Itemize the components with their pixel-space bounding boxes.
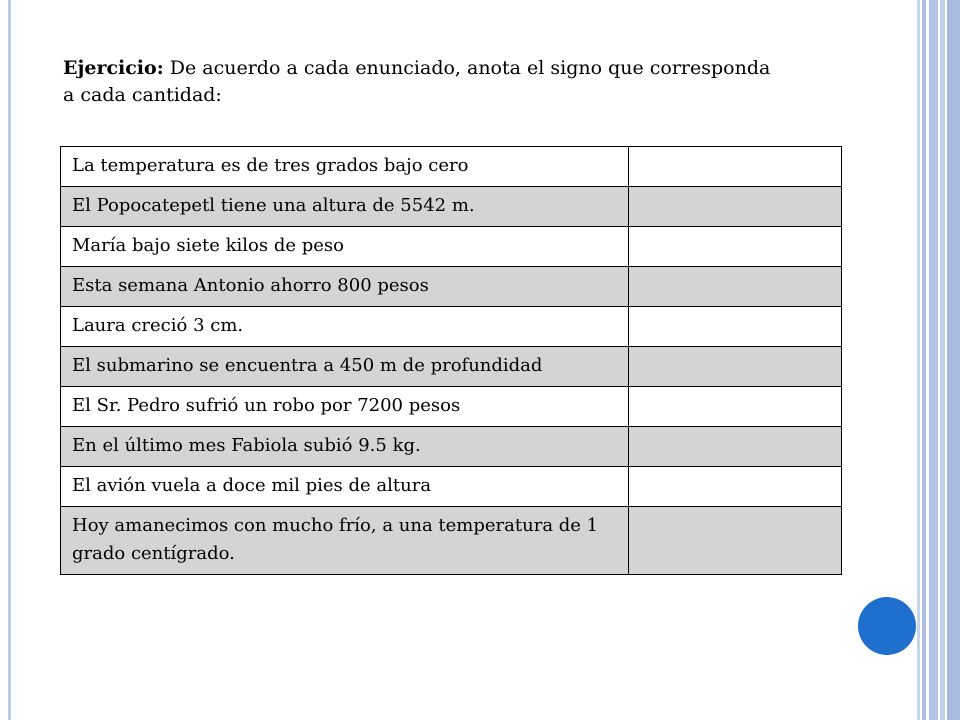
- table-row: [61, 267, 842, 307]
- answer-cell[interactable]: [629, 227, 842, 267]
- answer-cell[interactable]: [629, 187, 842, 227]
- frame-stripe: [940, 0, 945, 720]
- statement-cell: El submarino se encuentra a 450 m de profundidad: [61, 347, 629, 387]
- statement-cell: En el último mes Fabiola subió 9.5 kg.: [61, 427, 629, 467]
- answer-cell[interactable]: [629, 307, 842, 347]
- answer-cell[interactable]: [629, 387, 842, 427]
- frame-stripe: [922, 0, 926, 720]
- answer-cell[interactable]: [629, 507, 842, 575]
- answer-cell[interactable]: [629, 147, 842, 187]
- table-row: [61, 227, 842, 267]
- table-row: [61, 307, 842, 347]
- statement-cell: La temperatura es de tres grados bajo cero: [61, 147, 629, 187]
- table-row: [61, 187, 842, 227]
- answer-cell[interactable]: [629, 267, 842, 307]
- answer-cell[interactable]: [629, 347, 842, 387]
- left-border-line: [8, 0, 11, 720]
- statement-cell: Esta semana Antonio ahorro 800 pesos: [61, 267, 629, 307]
- frame-stripe: [947, 0, 960, 720]
- answer-cell[interactable]: [629, 427, 842, 467]
- statement-cell: El avión vuela a doce mil pies de altura: [61, 467, 629, 507]
- statement-cell: El Popocatepetl tiene una altura de 5542 m.: [61, 187, 629, 227]
- statement-cell: Laura creció 3 cm.: [61, 307, 629, 347]
- frame-stripe: [929, 0, 938, 720]
- frame-stripe: [917, 0, 920, 720]
- table-row: [61, 467, 842, 507]
- table-row: [61, 347, 842, 387]
- table-row: [61, 427, 842, 467]
- statement-cell: Hoy amanecimos con mucho frío, a una temperatura de 1 grado centígrado.: [61, 507, 629, 575]
- table-row: [61, 387, 842, 427]
- exercise-label: Ejercicio:: [63, 57, 164, 79]
- answer-cell[interactable]: [629, 467, 842, 507]
- exercise-text: De acuerdo a cada enunciado, anota el signo que corresponda a cada cantidad:: [63, 57, 771, 106]
- table-row: [61, 507, 842, 575]
- table-row: [61, 147, 842, 187]
- statement-cell: El Sr. Pedro sufrió un robo por 7200 pesos: [61, 387, 629, 427]
- accent-circle: [858, 597, 916, 655]
- exercise-instruction: [63, 55, 783, 109]
- statement-cell: María bajo siete kilos de peso: [61, 227, 629, 267]
- exercise-table: [60, 146, 842, 575]
